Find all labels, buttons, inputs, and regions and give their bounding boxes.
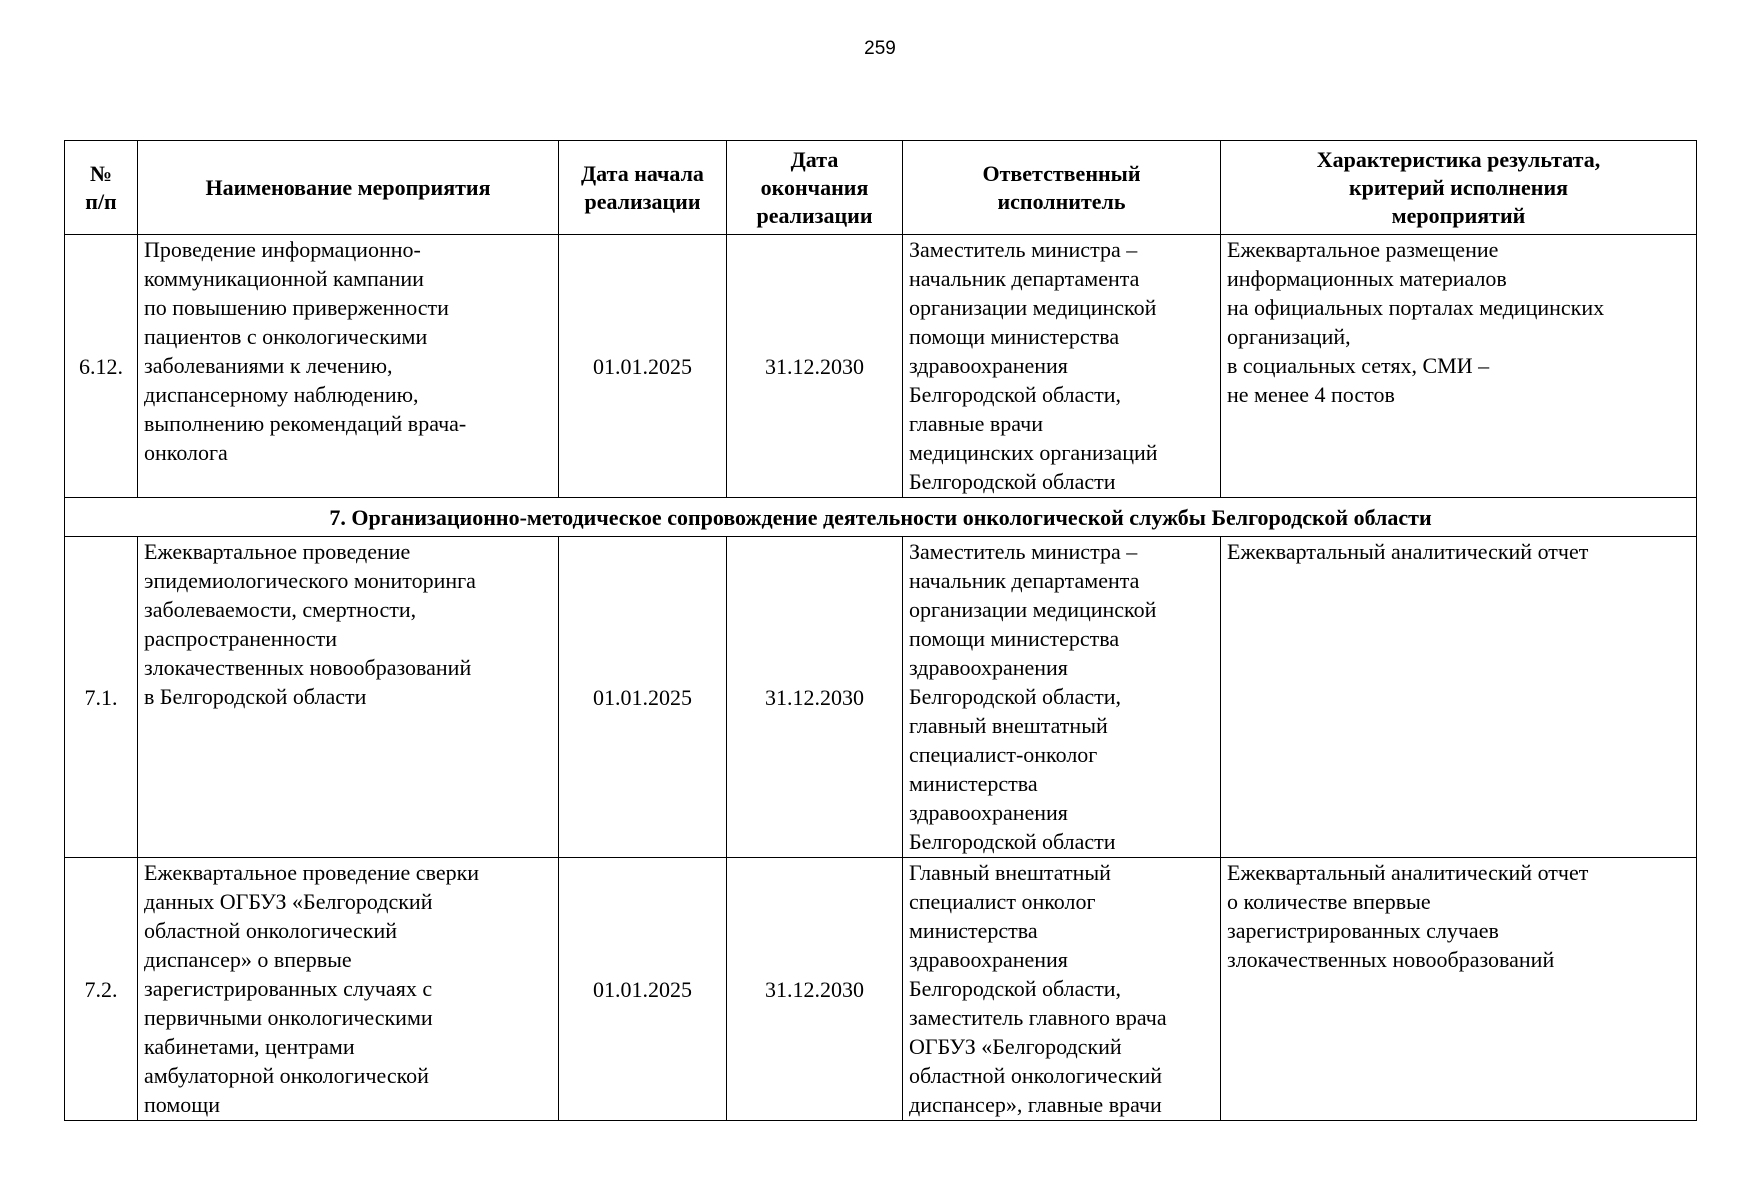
end-date: 31.12.2030: [727, 858, 903, 1121]
page-number: 259: [864, 38, 896, 59]
responsible-executor: Заместитель министра – начальник департамента организации медицинской помощи министерства здравоохранения Белгородской области, главные врачи медицинских организаций Белгородской области: [903, 235, 1221, 498]
responsible-executor: Заместитель министра – начальник департамента организации медицинской помощи министерства здравоохранения Белгородской области, главный внештатный специалист-онколог министерства здравоохранения Белгородской области: [903, 537, 1221, 858]
activity-name: Проведение информационно- коммуникационной кампании по повышению приверженности пациентов с онкологическими заболеваниями к лечению, диспансерному наблюдению, выполнению рекомендаций врача- онколога: [138, 235, 559, 498]
row-number: 7.1.: [65, 537, 138, 858]
row-number: 6.12.: [65, 235, 138, 498]
row-number: 7.2.: [65, 858, 138, 1121]
header-end-date: Дата окончания реализации: [727, 141, 903, 235]
header-start-date: Дата начала реализации: [559, 141, 727, 235]
table-row: [65, 235, 1697, 498]
activity-name: Ежеквартальное проведение эпидемиологического мониторинга заболеваемости, смертности, распространенности злокачественных новообразований в Белгородской области: [138, 537, 559, 858]
responsible-executor: Главный внештатный специалист онколог министерства здравоохранения Белгородской области, заместитель главного врача ОГБУЗ «Белгородский областной онкологический диспансер», главные врачи: [903, 858, 1221, 1121]
activity-name: Ежеквартальное проведение сверки данных ОГБУЗ «Белгородский областной онкологический диспансер» о впервые зарегистрированных случаях с первичными онкологическими кабинетами, центрами амбулаторной онкологической помощи: [138, 858, 559, 1121]
table-row: [65, 858, 1697, 1121]
header-result: Характеристика результата, критерий исполнения мероприятий: [1221, 141, 1697, 235]
result-criterion: Ежеквартальный аналитический отчет: [1221, 537, 1697, 858]
start-date: 01.01.2025: [559, 537, 727, 858]
section-heading-row: [65, 498, 1697, 537]
header-responsible: Ответственный исполнитель: [903, 141, 1221, 235]
table-row: [65, 537, 1697, 858]
header-number: № п/п: [65, 141, 138, 235]
result-criterion: Ежеквартальный аналитический отчет о количестве впервые зарегистрированных случаев злокачественных новообразований: [1221, 858, 1697, 1121]
start-date: 01.01.2025: [559, 858, 727, 1121]
activities-table: [64, 140, 1697, 1121]
section-7-title: 7. Организационно-методическое сопровождение деятельности онкологической службы Белгородской области: [65, 498, 1697, 537]
header-activity-name: Наименование мероприятия: [138, 141, 559, 235]
result-criterion: Ежеквартальное размещение информационных материалов на официальных порталах медицинских организаций, в социальных сетях, СМИ – не менее 4 постов: [1221, 235, 1697, 498]
end-date: 31.12.2030: [727, 235, 903, 498]
start-date: 01.01.2025: [559, 235, 727, 498]
end-date: 31.12.2030: [727, 537, 903, 858]
table-header-row: [65, 141, 1697, 235]
